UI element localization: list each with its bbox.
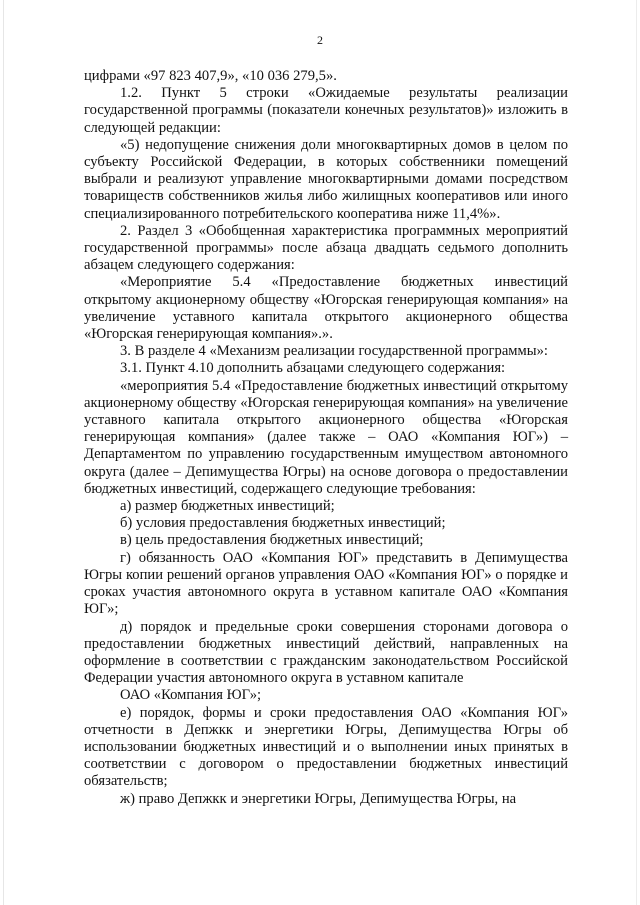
list-item-b: б) условия предоставления бюджетных инвестиций; <box>120 515 446 532</box>
list-item-v: в) цель предоставления бюджетных инвестиций; <box>120 532 424 549</box>
list-item-zh: ж) право Депжкк и энергетики Югры, Депимущества Югры, на <box>120 790 517 807</box>
list-item-a: а) размер бюджетных инвестиций; <box>120 498 335 515</box>
list-item-d-continuation: ОАО «Компания ЮГ»; <box>120 687 262 704</box>
paragraph-quoted-item-5: «5) недопущение снижения доли многоквартирных домов в целом по субъекту Российской Федерации, в которых собственники помещений выбрали и реализуют управление многоквартирными домами посредством товариществ собственников жилья либо жилищных кооперативов или иного специализированного потребительского кооператива ниже 11,4%». <box>84 136 568 222</box>
paragraph-measures-5-4: «мероприятия 5.4 «Предоставление бюджетных инвестиций открытому акционерному обществу «Югорская генерирующая компания» на увеличение уставного капитала открытого акционерного общества «Югорская генерирующая компания» (далее также – ОАО «Компания ЮГ») – Департаментом по управлению государственным имуществом автономного округа (далее – Депимущества Югры) на основе договора о предоставлении бюджетных инвестиций, содержащего следующие требования: <box>84 377 568 497</box>
paragraph-continuation: цифрами «97 823 407,9», «10 036 279,5». <box>84 68 337 84</box>
list-item-g: г) обязанность ОАО «Компания ЮГ» представить в Депимущества Югры копии решений органов управления ОАО «Компания ЮГ» о порядке и сроках участия автономного округа в уставном капитале ОАО «Компания ЮГ»; <box>84 549 568 618</box>
document-body <box>84 68 568 808</box>
scan-edge-left <box>3 0 4 905</box>
list-item-e: е) порядок, формы и сроки предоставления ОАО «Компания ЮГ» отчетности в Депжкк и энергетики Югры, Депимущества Югры об использовании бюджетных инвестиций и о выполнении иных принятых в соответствии с договором о предоставлении бюджетных инвестиций обязательств; <box>84 704 568 790</box>
paragraph-item-3-1: 3.1. Пункт 4.10 дополнить абзацами следующего содержания: <box>120 360 506 377</box>
paragraph-item-1-2: 1.2. Пункт 5 строки «Ожидаемые результаты реализации государственной программы (показатели конечных результатов)» изложить в следующей редакции: <box>84 85 568 136</box>
paragraph-item-2: 2. Раздел 3 «Обобщенная характеристика программных мероприятий государственной программы» после абзаца двадцать седьмого дополнить абзацем следующего содержания: <box>84 222 568 274</box>
paragraph-measure-5-4: «Мероприятие 5.4 «Предоставление бюджетных инвестиций открытому акционерному обществу «Югорская генерирующая компания» на увеличение уставного капитала открытого акционерного общества «Югорская генерирующая компания».». <box>84 274 568 343</box>
page-number: 2 <box>317 33 323 47</box>
list-item-d: д) порядок и предельные сроки совершения сторонами договора о предоставлении бюджетных инвестиций действий, направленных на оформление в соответствии с гражданским законодательством Российской Федерации участия автономного округа в уставном капитале <box>84 618 568 687</box>
scan-edge-right <box>636 0 637 905</box>
paragraph-item-3: 3. В разделе 4 «Механизм реализации государственной программы»: <box>120 343 548 360</box>
